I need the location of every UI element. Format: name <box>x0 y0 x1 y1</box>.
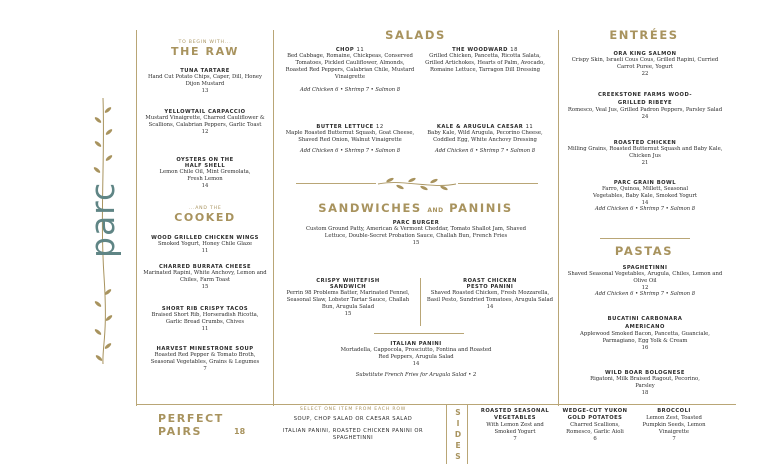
salads-title: SALADS <box>385 28 446 42</box>
menu-item: CREEKSTONE FARMS WOOD-GRILLED RIBEYE Romesco, Veal Jus, Grilled Padron Peppers, Parsley Salad 24 <box>567 92 723 120</box>
menu-item: SHORT RIB CRISPY TACOS Braised Short Rib, Horseradish Ricotta, Garlic Bread Crumbs, Chives 11 <box>151 306 259 332</box>
sprig-icon <box>376 176 458 192</box>
menu-item: BUTTER LETTUCE 12 Maple Roasted Butternut Squash, Goat Cheese, Shaved Red Onion, Walnut Vinaigrette Add Chicken 6 • Shrimp 7 • Salmon 8 <box>285 124 415 154</box>
perfect-pairs-price: 18 <box>234 427 246 436</box>
raw-title: THE RAW <box>171 45 239 58</box>
cooked-section <box>143 206 267 224</box>
menu-item: ROASTED CHICKEN Milling Grains, Roasted Butternut Squash and Baby Kale, Chicken Jus 21 <box>567 140 723 166</box>
sandwiches-title: SANDWICHES AND PANINIS <box>318 201 513 215</box>
menu-item: CHOP 11 Bed Cabbage, Romaine, Chickpeas, Conserved Tomatoes, Pickled Cauliflower, Almonds, Roasted Red Peppers, Calabrian Chile, Mustard Vinaigrette Add Chicken 6 • Shrimp 7 • Salmon 8 <box>285 47 415 93</box>
sandwich-divider <box>420 278 421 326</box>
divider-right <box>558 30 559 406</box>
menu-item: HARVEST MINESTRONE SOUP Roasted Red Pepper & Tomato Broth, Seasonal Vegetables, Grains & Legumes 7 <box>150 346 260 372</box>
divider-bottom <box>136 404 736 405</box>
menu-item: ROAST CHICKEN PESTO PANINI Shaved Roasted Chicken, Fresh Mozzarella, Basil Pesto, Sundried Tomatoes, Arugula Salad 14 <box>426 278 554 310</box>
pastas-title: PASTAS <box>614 244 674 258</box>
menu-item: ROASTED SEASONAL VEGETABLES With Lemon Zest and Smoked Yogurt 7 <box>480 408 550 442</box>
cooked-title: COOKED <box>174 211 236 224</box>
menu-item: WILD BOAR BOLOGNESE Rigatoni, Milk Braised Ragout, Pecorino, Parsley 18 <box>590 370 700 396</box>
menu-item: YELLOWTAIL CARPACCIO Mustard Vinaigrette, Charred Cauliflower & Scallions, Calabrian Peppers, Garlic Toast 12 <box>145 109 265 135</box>
sides-divider <box>446 404 447 464</box>
entrees-title: ENTRÉES <box>609 28 679 42</box>
menu-item: PARC BURGER Custom Ground Patty, American & Vermont Cheddar, Tomato Shallot Jam, Shaved Lettuce, Double-Secret Probation Sauce, Challah Bun, French Fries 15 <box>305 220 527 246</box>
divider-left <box>136 30 137 406</box>
salads-divider-left <box>296 183 376 184</box>
sides-label: SIDES <box>454 408 462 461</box>
menu-item: WEDGE-CUT YUKON GOLD POTATOES Charred Scallions, Romesco, Garlic Aioli 6 <box>562 408 628 442</box>
menu-item: TUNA TARTARE Hand Cut Potato Chips, Caper, Dill, Honey Dijon Mustard 13 <box>147 68 263 94</box>
panini-divider <box>374 333 464 334</box>
menu-item: CRISPY WHITEFISH SANDWICH Perrin 98 Problems Batter, Marinated Fennel, Seasonal Slaw, Lobster Tartar Sauce, Challah Bun, Arugula Salad 15 <box>286 278 410 317</box>
menu-item: BROCCOLI Lemon Zest, Toasted Pumpkin Seeds, Lemon Vinaigrette 7 <box>642 408 706 442</box>
menu-item: THE WOODWARD 18 Grilled Chicken, Pancetta, Ricotta Salata, Grilled Artichokes, Hearts of Palm, Avocado, Romaine Lettuce, Tarragon Dill Dressing <box>425 47 545 73</box>
salads-divider-right <box>458 183 538 184</box>
menu-item: ITALIAN PANINI Mortadella, Cappocola, Prosciutto, Fontina and Roasted Red Peppers, Arugula Salad 14 Substitute French Fries for Arugula Salad • 2 <box>340 341 492 378</box>
divider-mid <box>273 30 274 406</box>
raw-tag: TO BEGIN WITH... <box>178 40 232 45</box>
sides-divider-2 <box>467 404 468 464</box>
cooked-tag: ...AND THE <box>188 206 222 211</box>
parc-logo: parc <box>83 181 122 258</box>
menu-item: KALE & ARUGULA CAESAR 11 Baby Kale, Wild Arugula, Pecorino Cheese, Coddled Egg, White Anchovy Dressing Add Chicken 6 • Shrimp 7 • Salmon 8 <box>427 124 543 154</box>
perfect-pairs-title: PERFECT PAIRS <box>158 412 224 438</box>
menu-item: CHARRED BURRATA CHEESE Marinated Rapini, White Anchovy, Lemon and Chiles, Farm Toast 15 <box>143 264 267 290</box>
perfect-pairs-options: SELECT ONE ITEM FROM EACH ROW SOUP, CHOP SALAD OR CAESAR SALAD ITALIAN PANINI, ROASTED CHICKEN PANINI OR SPAGHETINNI <box>282 407 424 441</box>
menu-item: WOOD GRILLED CHICKEN WINGS Smoked Yogurt, Honey Chile Glaze 11 <box>151 235 259 254</box>
raw-section <box>143 40 267 58</box>
menu-item: ORA KING SALMON Crispy Skin, Israeli Cous Cous, Grilled Rapini, Curried Carrot Puree, Yogurt 22 <box>571 51 719 77</box>
menu-item: PARC GRAIN BOWL Farro, Quinoa, Millett, Seasonal Vegetables, Baby Kale, Smoked Yogurt 14 Add Chicken 6 • Shrimp 7 • Salmon 8 <box>593 180 697 212</box>
menu-item: OYSTERS ON THE HALF SHELL Lemon Chile Oil, Mint Gremolata, Fresh Lemon 14 <box>159 157 251 189</box>
menu-item: SPAGHETINNI Shaved Seasonal Vegetables, Arugula, Chiles, Lemon and Olive Oil 12 Add Chicken 6 • Shrimp 7 • Salmon 8 <box>567 265 723 297</box>
menu-item: BUCATINI CARBONARA AMERICANO Applewood Smoked Bacon, Pancetta, Guanciale, Parmagiano, Egg Yolk & Cream 16 <box>580 316 710 351</box>
entrees-divider <box>600 238 690 239</box>
